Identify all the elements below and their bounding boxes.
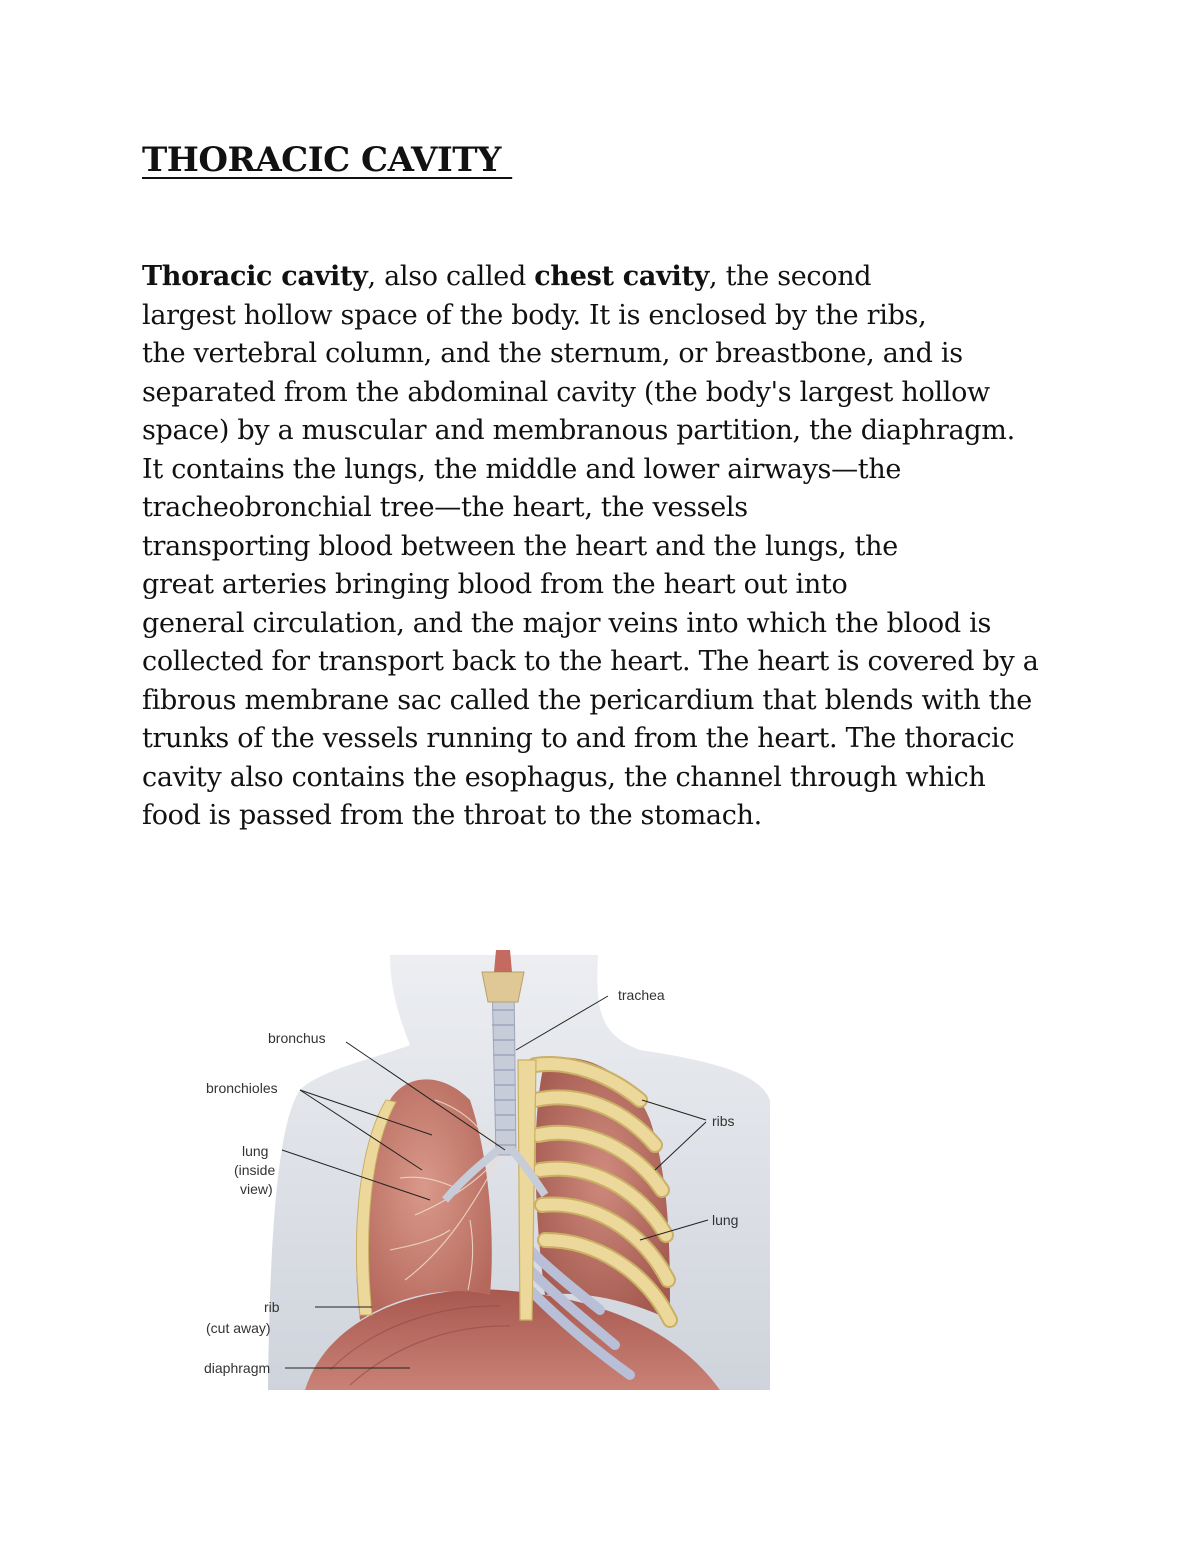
paragraph-line	[142, 797, 1102, 836]
label-lung-inside-1: lung	[242, 1143, 269, 1159]
label-diaphragm: diaphragm	[204, 1360, 271, 1376]
paragraph-line	[142, 451, 1102, 490]
paragraph-line	[142, 489, 1102, 528]
paragraph-line	[142, 720, 1102, 759]
bold-term: Thoracic cavity	[142, 261, 368, 292]
paragraph-line	[142, 566, 1102, 605]
text-run: collected for transport back to the heart. The heart is covered by a	[142, 646, 1039, 677]
label-rib-1: rib	[264, 1299, 280, 1315]
text-run: great arteries bringing blood from the heart out into	[142, 569, 848, 600]
bold-term: chest cavity	[534, 261, 710, 292]
label-bronchioles: bronchioles	[206, 1080, 278, 1096]
paragraph-line	[142, 258, 1102, 297]
paragraph-line	[142, 643, 1102, 682]
page-title: THORACIC CAVITY	[142, 140, 513, 180]
text-run: It contains the lungs, the middle and lower airways—the	[142, 453, 902, 485]
paragraph-line	[142, 605, 1102, 644]
label-lung-inside-2: (inside	[234, 1162, 276, 1178]
paragraph-line	[142, 374, 1102, 413]
label-ribs: ribs	[712, 1113, 735, 1129]
text-run: trunks of the vessels running to and from the heart. The thoracic	[142, 723, 1015, 754]
paragraph-line	[142, 297, 1102, 336]
text-run: cavity also contains the esophagus, the channel through which	[142, 761, 986, 793]
text-run: , also called	[367, 261, 535, 292]
text-run: food is passed from the throat to the stomach.	[142, 800, 762, 831]
text-run: largest hollow space of the body. It is enclosed by the ribs,	[142, 299, 927, 331]
text-run: space) by a muscular and membranous partition, the diaphragm.	[142, 415, 1015, 446]
paragraph-line	[142, 335, 1102, 374]
label-rib-2: (cut away)	[206, 1320, 271, 1336]
text-run: general circulation, and the major veins into which the blood is	[142, 607, 992, 639]
thoracic-cavity-illustration	[200, 950, 770, 1390]
body-paragraph	[142, 258, 1102, 836]
label-bronchus: bronchus	[268, 1030, 326, 1046]
text-run: transporting blood between the heart and the lungs, the	[142, 530, 898, 562]
anatomy-diagram	[200, 950, 770, 1390]
label-lung-inside-3: view)	[240, 1181, 273, 1197]
label-lung: lung	[712, 1212, 739, 1228]
text-run: the vertebral column, and the sternum, or breastbone, and is	[142, 338, 963, 369]
label-trachea: trachea	[618, 987, 665, 1003]
text-run: separated from the abdominal cavity (the body's largest hollow	[142, 376, 990, 408]
paragraph-line	[142, 759, 1102, 798]
text-run: tracheobronchial tree—the heart, the vessels	[142, 492, 748, 523]
paragraph-line	[142, 682, 1102, 721]
paragraph-line	[142, 412, 1102, 451]
text-run: fibrous membrane sac called the pericardium that blends with the	[142, 684, 1032, 716]
paragraph-line	[142, 528, 1102, 567]
text-run: , the second	[709, 261, 872, 292]
